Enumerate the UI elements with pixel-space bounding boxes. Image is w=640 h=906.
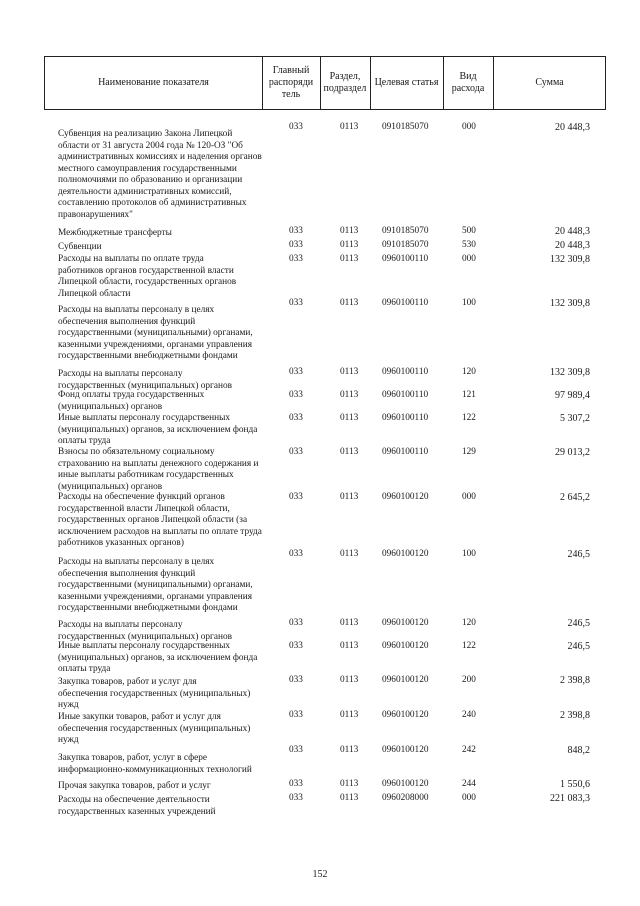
row-cs: 0960208000	[382, 793, 429, 803]
row-sum: 20 448,3	[555, 240, 590, 251]
header-razdel: Раздел, подраздел	[323, 71, 367, 94]
row-cs: 0960100120	[382, 618, 429, 628]
row-vid: 122	[462, 641, 476, 651]
row-glav: 033	[289, 779, 303, 789]
row-cs: 0960100120	[382, 675, 429, 685]
row-vid: 530	[462, 240, 476, 250]
row-vid: 000	[462, 793, 476, 803]
row-glav: 033	[289, 367, 303, 377]
row-razdel: 0113	[340, 492, 359, 502]
row-glav: 033	[289, 413, 303, 423]
row-cs: 0910185070	[382, 226, 429, 236]
row-name: Расходы на выплаты по оплате труда работников органов государственной власти Липецкой области, государственных органов Липецкой области	[58, 254, 237, 299]
row-razdel: 0113	[340, 240, 359, 250]
row-name: Иные закупки товаров, работ и услуг для обеспечения государственных (муниципальных) нужд	[58, 712, 251, 745]
row-name: Иные выплаты персоналу государственных (муниципальных) органов, за исключением фонда оплаты труда	[58, 413, 258, 446]
row-sum: 97 989,4	[555, 390, 590, 401]
row-cs: 0960100120	[382, 549, 429, 559]
row-glav: 033	[289, 793, 303, 803]
header-glav: Главный распоряди тель	[268, 65, 314, 100]
row-razdel: 0113	[340, 793, 359, 803]
row-glav: 033	[289, 710, 303, 720]
row-vid: 200	[462, 675, 476, 685]
row-glav: 033	[289, 675, 303, 685]
row-cs: 0960100110	[382, 367, 429, 377]
row-cs: 0960100110	[382, 254, 429, 264]
row-glav: 033	[289, 240, 303, 250]
row-cs: 0960100120	[382, 779, 429, 789]
row-vid: 500	[462, 226, 476, 236]
row-vid: 100	[462, 298, 476, 308]
row-sum: 20 448,3	[555, 226, 590, 237]
row-glav: 033	[289, 226, 303, 236]
row-glav: 033	[289, 641, 303, 651]
row-cs: 0910185070	[382, 240, 429, 250]
page-number: 152	[312, 869, 328, 880]
row-vid: 120	[462, 367, 476, 377]
row-sum: 132 309,8	[550, 298, 590, 309]
row-cs: 0960100120	[382, 710, 429, 720]
row-name: Субвенции	[58, 242, 102, 252]
row-razdel: 0113	[340, 675, 359, 685]
row-sum: 246,5	[567, 618, 590, 629]
row-sum: 132 309,8	[550, 367, 590, 378]
row-razdel: 0113	[340, 641, 359, 651]
row-name: Расходы на выплаты персоналу в целях обеспечения выполнения функций государственными (муниципальными) органами, казенными учреждениями, органами управления государственными внебюджетными фондами	[58, 305, 253, 361]
row-vid: 000	[462, 254, 476, 264]
row-razdel: 0113	[340, 298, 359, 308]
row-name: Фонд оплаты труда государственных (муниципальных) органов	[58, 390, 205, 412]
row-glav: 033	[289, 549, 303, 559]
row-cs: 0910185070	[382, 122, 429, 132]
row-cs: 0960100120	[382, 492, 429, 502]
row-vid: 129	[462, 447, 476, 457]
row-vid: 120	[462, 618, 476, 628]
row-cs: 0960100110	[382, 390, 429, 400]
row-sum: 221 083,3	[550, 793, 590, 804]
row-name: Расходы на выплаты персоналу государственных (муниципальных) органов	[58, 620, 232, 642]
row-razdel: 0113	[340, 745, 359, 755]
row-name: Расходы на обеспечение деятельности государственных казенных учреждений	[58, 795, 216, 817]
table-header	[44, 56, 606, 110]
row-razdel: 0113	[340, 413, 359, 423]
row-cs: 0960100110	[382, 447, 429, 457]
row-cs: 0960100120	[382, 745, 429, 755]
row-sum: 20 448,3	[555, 122, 590, 133]
row-name: Расходы на выплаты персоналу государственных (муниципальных) органов	[58, 369, 232, 391]
row-name: Прочая закупка товаров, работ и услуг	[58, 781, 211, 791]
row-sum: 848,2	[567, 745, 590, 756]
row-razdel: 0113	[340, 122, 359, 132]
row-sum: 2 398,8	[560, 710, 590, 721]
row-razdel: 0113	[340, 618, 359, 628]
row-razdel: 0113	[340, 710, 359, 720]
row-razdel: 0113	[340, 779, 359, 789]
row-name: Расходы на обеспечение функций органов государственной власти Липецкой области, государственных органов Липецкой области (за исключением расходов на выплаты по оплате труда работников указанных органов)	[58, 492, 262, 548]
row-sum: 246,5	[567, 549, 590, 560]
row-name: Расходы на выплаты персоналу в целях обеспечения выполнения функций государственными (муниципальными) органами, казенными учреждениями, органами управления государственными внебюджетными фондами	[58, 557, 253, 613]
row-sum: 5 307,2	[560, 413, 590, 424]
row-name: Иные выплаты персоналу государственных (муниципальных) органов, за исключением фонда оплаты труда	[58, 641, 258, 674]
row-vid: 000	[462, 122, 476, 132]
row-vid: 244	[462, 779, 476, 789]
row-name: Закупка товаров, работ и услуг для обеспечения государственных (муниципальных) нужд	[58, 677, 251, 710]
header-summa: Сумма	[535, 77, 564, 88]
row-glav: 033	[289, 492, 303, 502]
row-vid: 100	[462, 549, 476, 559]
row-sum: 246,5	[567, 641, 590, 652]
row-vid: 122	[462, 413, 476, 423]
row-glav: 033	[289, 390, 303, 400]
row-vid: 121	[462, 390, 476, 400]
row-cs: 0960100110	[382, 413, 429, 423]
row-glav: 033	[289, 447, 303, 457]
header-celevaya: Целевая статья	[374, 77, 439, 88]
row-sum: 2 398,8	[560, 675, 590, 686]
row-glav: 033	[289, 254, 303, 264]
row-glav: 033	[289, 745, 303, 755]
row-sum: 2 645,2	[560, 492, 590, 503]
header-vid: Вид расхода	[451, 71, 485, 94]
row-sum: 29 013,2	[555, 447, 590, 458]
row-glav: 033	[289, 122, 303, 132]
row-razdel: 0113	[340, 390, 359, 400]
row-vid: 000	[462, 492, 476, 502]
header-name: Наименование показателя	[98, 77, 209, 88]
row-name: Закупка товаров, работ, услуг в сфере информационно-коммуникационных технологий	[58, 753, 252, 775]
row-cs: 0960100110	[382, 298, 429, 308]
row-glav: 033	[289, 618, 303, 628]
row-sum: 132 309,8	[550, 254, 590, 265]
row-vid: 240	[462, 710, 476, 720]
row-sum: 1 550,6	[560, 779, 590, 790]
row-razdel: 0113	[340, 226, 359, 236]
row-razdel: 0113	[340, 447, 359, 457]
row-name: Взносы по обязательному социальному страхованию на выплаты денежного содержания и иные выплаты работникам государственных (муниципальных) органов	[58, 447, 259, 492]
row-name: Субвенция на реализацию Закона Липецкой области от 31 августа 2004 года № 120-ОЗ "Об административных комиссиях и наделения органов местного самоуправления государственными полномочиями по образованию и организации деятельности административных комиссий, составлению протоколов об административных правонарушениях"	[58, 129, 262, 220]
row-razdel: 0113	[340, 549, 359, 559]
row-razdel: 0113	[340, 254, 359, 264]
row-name: Межбюджетные трансферты	[58, 228, 172, 238]
row-glav: 033	[289, 298, 303, 308]
row-cs: 0960100120	[382, 641, 429, 651]
row-vid: 242	[462, 745, 476, 755]
row-razdel: 0113	[340, 367, 359, 377]
